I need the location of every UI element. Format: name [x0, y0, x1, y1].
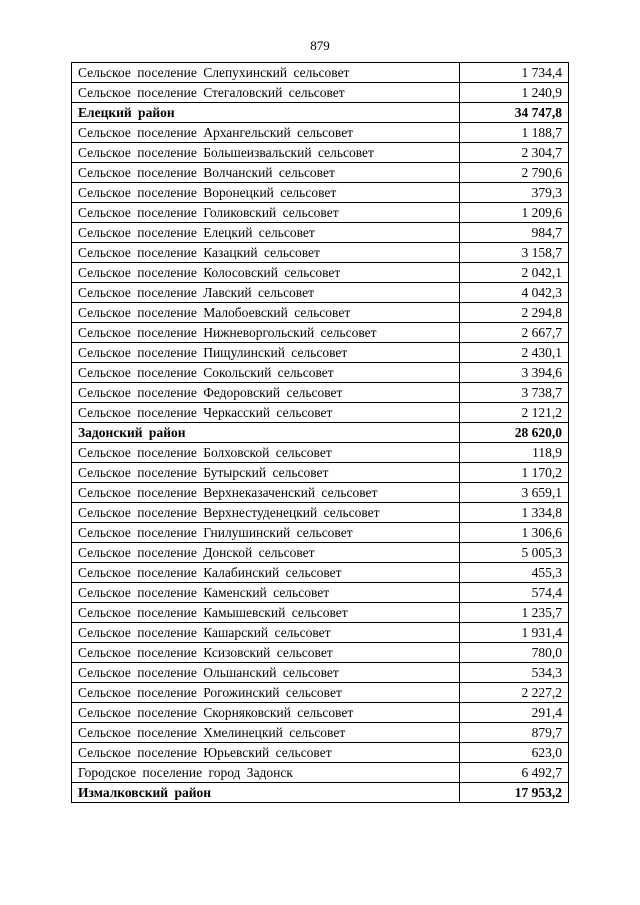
- table-row: [72, 303, 569, 323]
- district-name-cell: Измалковский район: [72, 783, 460, 803]
- amount-cell: 291,4: [460, 703, 569, 723]
- amount-cell: 3 659,1: [460, 483, 569, 503]
- settlement-name-cell: Сельское поселение Лавский сельсовет: [72, 283, 460, 303]
- amount-cell: 118,9: [460, 443, 569, 463]
- amount-cell: 1 334,8: [460, 503, 569, 523]
- table-row: [72, 163, 569, 183]
- amount-cell: 2 121,2: [460, 403, 569, 423]
- amount-cell: 984,7: [460, 223, 569, 243]
- amount-cell: 2 294,8: [460, 303, 569, 323]
- settlement-name-cell: Сельское поселение Елецкий сельсовет: [72, 223, 460, 243]
- table-row: [72, 483, 569, 503]
- settlement-name-cell: Сельское поселение Пищулинский сельсовет: [72, 343, 460, 363]
- amount-cell: 623,0: [460, 743, 569, 763]
- settlement-name-cell: Городское поселение город Задонск: [72, 763, 460, 783]
- table-row: [72, 523, 569, 543]
- district-name-cell: Задонский район: [72, 423, 460, 443]
- district-total-cell: 17 953,2: [460, 783, 569, 803]
- table-row: [72, 203, 569, 223]
- page-number: 879: [310, 38, 330, 53]
- amount-cell: 3 158,7: [460, 243, 569, 263]
- settlement-name-cell: Сельское поселение Большеизвальский сельсовет: [72, 143, 460, 163]
- table-row: [72, 323, 569, 343]
- district-total-row: [72, 103, 569, 123]
- district-total-cell: 34 747,8: [460, 103, 569, 123]
- table-row: [72, 503, 569, 523]
- district-name-cell: Елецкий район: [72, 103, 460, 123]
- amount-cell: 379,3: [460, 183, 569, 203]
- settlement-name-cell: Сельское поселение Стегаловский сельсовет: [72, 83, 460, 103]
- settlement-name-cell: Сельское поселение Федоровский сельсовет: [72, 383, 460, 403]
- table-row: [72, 583, 569, 603]
- settlement-name-cell: Сельское поселение Калабинский сельсовет: [72, 563, 460, 583]
- amount-cell: 3 394,6: [460, 363, 569, 383]
- table-row: [72, 703, 569, 723]
- settlement-name-cell: Сельское поселение Кашарский сельсовет: [72, 623, 460, 643]
- amount-cell: 1 209,6: [460, 203, 569, 223]
- table-row: [72, 343, 569, 363]
- amount-cell: 1 170,2: [460, 463, 569, 483]
- amount-cell: 780,0: [460, 643, 569, 663]
- table-body: [72, 63, 569, 803]
- table-row: [72, 443, 569, 463]
- table-row: [72, 643, 569, 663]
- settlement-name-cell: Сельское поселение Малобоевский сельсовет: [72, 303, 460, 323]
- amount-cell: 1 734,4: [460, 63, 569, 83]
- amount-cell: 6 492,7: [460, 763, 569, 783]
- settlement-name-cell: Сельское поселение Скорняковский сельсовет: [72, 703, 460, 723]
- table-row: [72, 743, 569, 763]
- table-row: [72, 223, 569, 243]
- table-row: [72, 83, 569, 103]
- settlement-name-cell: Сельское поселение Черкасский сельсовет: [72, 403, 460, 423]
- amount-cell: 534,3: [460, 663, 569, 683]
- settlement-name-cell: Сельское поселение Сокольский сельсовет: [72, 363, 460, 383]
- settlement-name-cell: Сельское поселение Донской сельсовет: [72, 543, 460, 563]
- table-row: [72, 663, 569, 683]
- settlement-name-cell: Сельское поселение Камышевский сельсовет: [72, 603, 460, 623]
- table-row: [72, 63, 569, 83]
- table-row: [72, 363, 569, 383]
- district-total-cell: 28 620,0: [460, 423, 569, 443]
- settlement-name-cell: Сельское поселение Нижневоргольский сельсовет: [72, 323, 460, 343]
- settlement-name-cell: Сельское поселение Болховской сельсовет: [72, 443, 460, 463]
- amount-cell: 574,4: [460, 583, 569, 603]
- settlement-name-cell: Сельское поселение Гнилушинский сельсовет: [72, 523, 460, 543]
- amount-cell: 3 738,7: [460, 383, 569, 403]
- table-row: [72, 563, 569, 583]
- table-row: [72, 603, 569, 623]
- table-row: [72, 243, 569, 263]
- amount-cell: 5 005,3: [460, 543, 569, 563]
- table-row: [72, 183, 569, 203]
- amount-cell: 455,3: [460, 563, 569, 583]
- district-total-row: [72, 423, 569, 443]
- table-row: [72, 763, 569, 783]
- settlement-name-cell: Сельское поселение Ольшанский сельсовет: [72, 663, 460, 683]
- settlement-name-cell: Сельское поселение Рогожинский сельсовет: [72, 683, 460, 703]
- amount-cell: 4 042,3: [460, 283, 569, 303]
- table-row: [72, 143, 569, 163]
- settlement-name-cell: Сельское поселение Бутырский сельсовет: [72, 463, 460, 483]
- settlement-name-cell: Сельское поселение Каменский сельсовет: [72, 583, 460, 603]
- settlement-name-cell: Сельское поселение Верхнестуденецкий сельсовет: [72, 503, 460, 523]
- settlement-name-cell: Сельское поселение Голиковский сельсовет: [72, 203, 460, 223]
- table-row: [72, 283, 569, 303]
- amount-cell: 2 304,7: [460, 143, 569, 163]
- amount-cell: 2 667,7: [460, 323, 569, 343]
- budget-table: [71, 62, 569, 803]
- settlement-name-cell: Сельское поселение Колосовский сельсовет: [72, 263, 460, 283]
- table-row: [72, 623, 569, 643]
- amount-cell: 1 240,9: [460, 83, 569, 103]
- amount-cell: 1 235,7: [460, 603, 569, 623]
- amount-cell: 2 227,2: [460, 683, 569, 703]
- amount-cell: 2 430,1: [460, 343, 569, 363]
- amount-cell: 1 188,7: [460, 123, 569, 143]
- table-row: [72, 463, 569, 483]
- amount-cell: 1 931,4: [460, 623, 569, 643]
- amount-cell: 1 306,6: [460, 523, 569, 543]
- settlement-name-cell: Сельское поселение Ксизовский сельсовет: [72, 643, 460, 663]
- settlement-name-cell: Сельское поселение Архангельский сельсовет: [72, 123, 460, 143]
- settlement-name-cell: Сельское поселение Верхнеказаченский сельсовет: [72, 483, 460, 503]
- table-row: [72, 403, 569, 423]
- settlement-name-cell: Сельское поселение Воронецкий сельсовет: [72, 183, 460, 203]
- amount-cell: 879,7: [460, 723, 569, 743]
- table-row: [72, 123, 569, 143]
- settlement-name-cell: Сельское поселение Казацкий сельсовет: [72, 243, 460, 263]
- settlement-name-cell: Сельское поселение Слепухинский сельсовет: [72, 63, 460, 83]
- settlement-name-cell: Сельское поселение Волчанский сельсовет: [72, 163, 460, 183]
- amount-cell: 2 042,1: [460, 263, 569, 283]
- table-row: [72, 263, 569, 283]
- table-row: [72, 683, 569, 703]
- settlement-name-cell: Сельское поселение Юрьевский сельсовет: [72, 743, 460, 763]
- district-total-row: [72, 783, 569, 803]
- settlement-name-cell: Сельское поселение Хмелинецкий сельсовет: [72, 723, 460, 743]
- table-row: [72, 723, 569, 743]
- table-row: [72, 383, 569, 403]
- table-row: [72, 543, 569, 563]
- amount-cell: 2 790,6: [460, 163, 569, 183]
